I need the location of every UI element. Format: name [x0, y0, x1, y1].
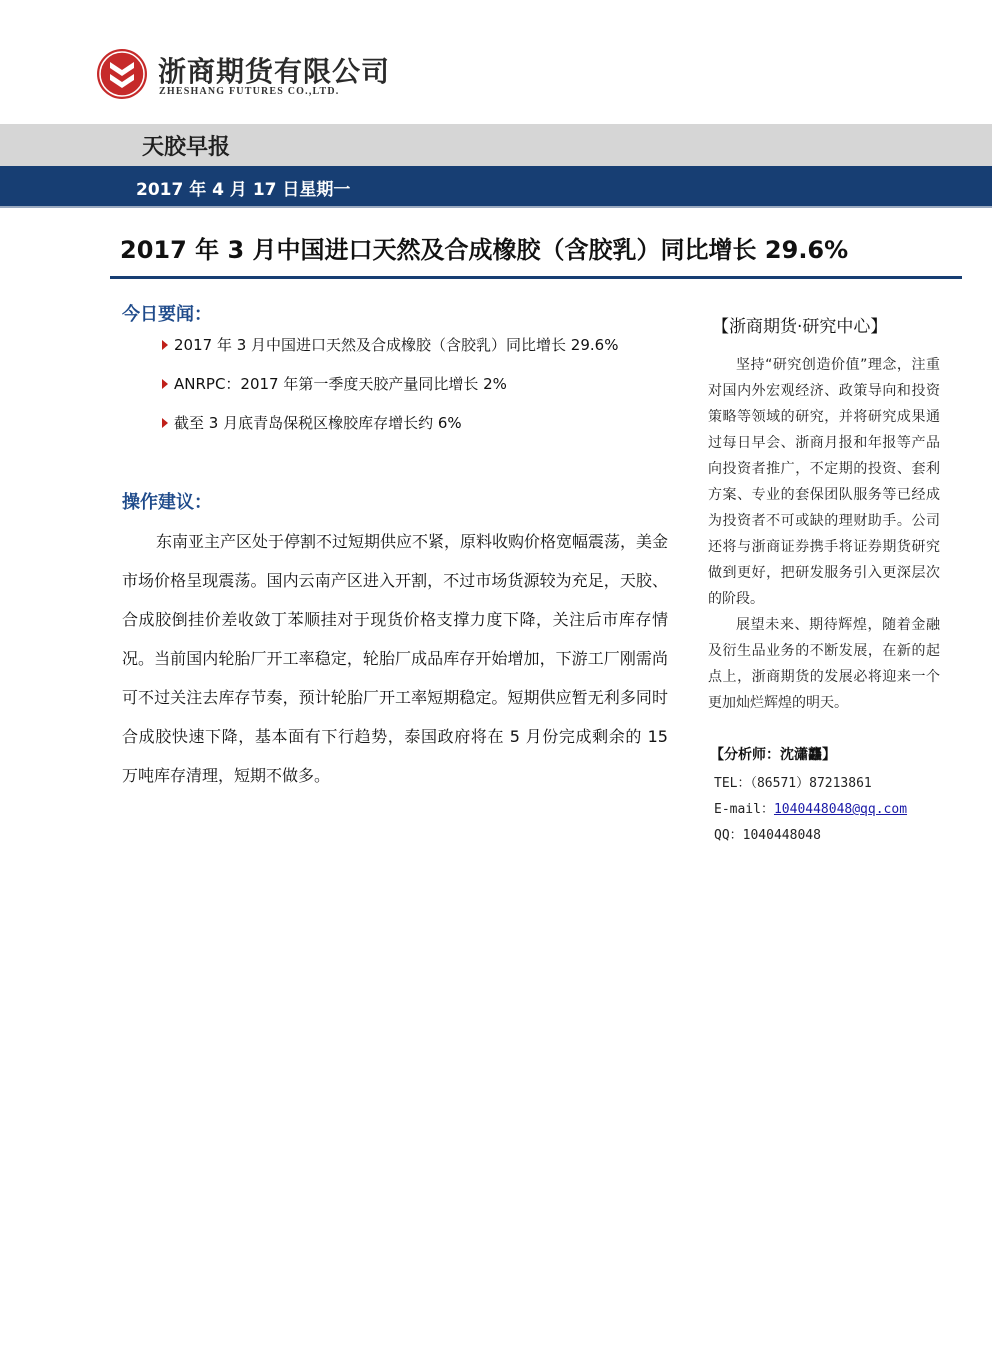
news-item [160, 410, 680, 449]
analyst-name: 【分析师：沈瀟龘】 [710, 747, 836, 763]
email-link[interactable]: 1040448048@qq.com [773, 802, 908, 817]
company-name-en: ZHESHANG FUTURES CO.,LTD. [159, 86, 340, 97]
headline: 2017 年 3 月中国进口天然及合成橡胶（含胶乳）同比增长 29.6% [120, 236, 849, 264]
news-section-title: 今日要闻： [122, 304, 212, 325]
contact-tel [714, 772, 872, 791]
research-center-intro: 坚持“研究创造价值”理念，注重对国内外宏观经济、政策导向和投资策略等领域的研究，并将研究成果通过每日早会、浙商月报和年报等产品向投资者推广，不定期的投资、套利方案、专业的套保团队服务等已经成为投资者不可或缺的理财助手。公司还将与浙商证券携手将证券期货研究做到更好，把研发服务引入更深层次的阶段。 [708, 357, 940, 607]
headline-divider [110, 276, 962, 279]
report-type-band [0, 124, 992, 166]
research-center-outlook: 展望未来、期待辉煌，随着金融及衍生品业务的不断发展，在新的起点上，浙商期货的发展必将迎来一个更加灿烂辉煌的明天。 [708, 617, 940, 711]
contact-qq [714, 824, 821, 843]
advice-section-title: 操作建议： [122, 492, 212, 513]
news-list [160, 332, 680, 449]
company-name-cn: 浙商期货有限公司 [158, 55, 391, 88]
date-band [0, 166, 992, 208]
contact-email [714, 798, 907, 817]
news-item-text: 截至 3 月底青岛保税区橡胶库存增长约 6% [174, 414, 462, 432]
zheshang-logo-icon [96, 48, 148, 100]
report-type: 天胶早报 [142, 135, 231, 160]
email-label: E-mail： [714, 802, 774, 817]
bullet-arrow-icon [162, 379, 168, 389]
qq-value: 1040448048 [742, 828, 821, 843]
news-item [160, 332, 680, 371]
research-center-title: 【浙商期货·研究中心】 [712, 317, 888, 337]
report-date: 2017 年 4 月 17 日星期一 [136, 180, 351, 200]
news-item-text: ANRPC：2017 年第一季度天胶产量同比增长 2% [174, 375, 507, 393]
news-item-text: 2017 年 3 月中国进口天然及合成橡胶（含胶乳）同比增长 29.6% [174, 336, 619, 354]
news-item [160, 371, 680, 410]
bullet-arrow-icon [162, 418, 168, 428]
bullet-arrow-icon [162, 340, 168, 350]
tel-label: TEL： [714, 776, 751, 791]
advice-body: 东南亚主产区处于停割不过短期供应不紧，原料收购价格宽幅震荡，美金市场价格呈现震荡。国内云南产区进入开割，不过市场货源较为充足，天胶、合成胶倒挂价差收敛丁苯顺挂对于现货价格支撑力度下降，关注后市库存情况。当前国内轮胎厂开工率稳定，轮胎厂成品库存开始增加，下游工厂刚需尚可不过关注去库存节奏，预计轮胎厂开工率短期稳定。短期供应暂无利多同时合成胶快速下降，基本面有下行趋势，泰国政府将在 5 月份完成剩余的 15 万吨库存清理，短期不做多。 [122, 532, 669, 785]
tel-value: （86571）87213861 [750, 776, 872, 791]
company-logo [96, 46, 396, 106]
qq-label: QQ： [714, 828, 743, 843]
